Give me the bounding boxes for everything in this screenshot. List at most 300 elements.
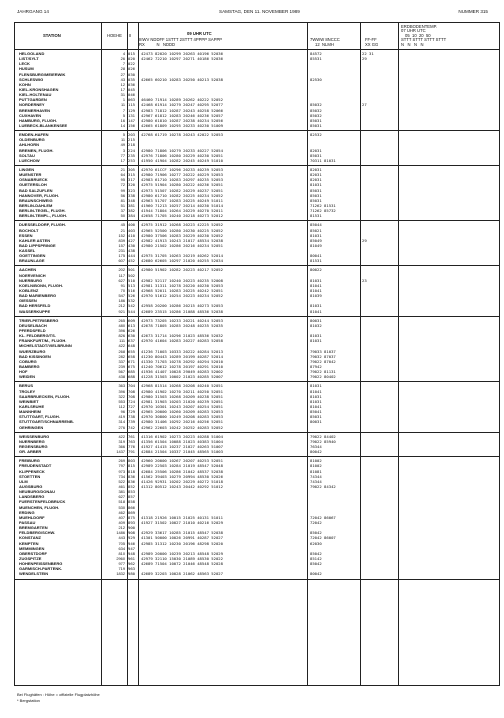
col-seven: 7WWW 8NCCC [310,37,340,42]
cloud-codes: 85042 [310,550,322,556]
station-elevation: 518 [118,499,125,505]
station-name: BAD SALZUFLEN [19,187,53,193]
station-elevation: 64 [120,172,125,178]
station-name: BERUS [19,383,34,389]
station-id: 063 [128,97,136,103]
station-name: BAD HERSFELD [19,303,51,309]
station-group [15,433,499,458]
station-id: 410 [128,232,136,238]
obs-codes: 42980 51902 10282 20223 40217 52052 [141,267,223,273]
station-name: HOHENPEISSENBERG [19,561,63,567]
obs-codes: 41316 61902 10273 20223 40288 51004 [141,433,223,439]
cloud-codes: 72042 [310,519,322,525]
cloud-codes: 84572 [310,51,322,56]
station-elevation: 31 [120,92,125,98]
cloud-codes: 85041 [310,409,322,415]
station-elevation: 45 [120,222,125,228]
obs-codes: 41356 61504 10088 21023 40383 51004 [141,438,223,444]
cloud-codes: 85031 [310,187,322,193]
cloud-codes: 70311 81031 [310,157,336,163]
cloud-codes: 81041 [310,288,322,294]
station-id: 384 [128,213,136,219]
obs-codes: 42967 61812 10283 20246 40236 52057 [141,112,223,118]
station-id: 609 [128,317,136,323]
station-id: 626 [128,328,136,334]
station-group [15,221,499,266]
station-id: 948 [128,550,136,556]
footnote-mountain: * Bergstation [17,698,40,703]
station-elevation: 37 [120,208,125,214]
station-name: LUECHOW [19,157,40,163]
cloud-codes: 81041 [310,404,322,409]
obs-codes: 42982 52117 10240 20223 40235 52008 [141,277,223,283]
station-elevation: 322 [118,393,125,399]
station-name: FREIBURG [19,458,40,464]
cloud-codes: 74344 [310,478,322,484]
station-elevation: 5 [122,112,125,118]
station-id: 729 [128,409,136,415]
station-name: HAMBURG, FLUGH. [19,117,57,123]
station-elevation: 607 [118,258,125,264]
station-name: NUERNBERG [19,438,45,444]
station-id: 035 [128,76,136,82]
station-elevation: 27 [120,71,125,77]
obs-codes: 42962 22603 10242 20252 40283 52052 [141,424,223,430]
obs-codes: 41944 71804 10264 20229 40270 52011 [141,208,223,214]
station-id: 315 [128,172,136,178]
station-name: FLENSBURG/MEIERWIK [19,71,66,77]
cloud-codes: 85032 [310,112,322,118]
station-name: MEMMINGEN [19,545,45,551]
obs-codes: 42980 41902 10270 20211 40250 52051 [141,388,223,394]
obs-codes: 41562 39403 10279 20994 48530 52026 [141,473,223,479]
station-id: 869 [128,509,136,515]
station-id: 708 [128,393,136,399]
obs-codes: 41960 71213 10257 20214 40230 51014 [141,202,223,208]
station-name: KIEL-KRONSHAGEN [19,86,59,92]
station-elevation: 973 [118,468,125,474]
station-id: 836 [128,478,136,484]
station-name: SAARBRUECKEN, FLUGH. [19,393,71,399]
station-name: WEINBIET [19,398,39,404]
station-name: COBURG [19,358,37,364]
obs-codes: 42960 20000 10267 20207 40253 52051 [141,458,223,464]
table-row [15,571,499,576]
obs-codes: 42980 31406 10292 20216 40256 52051 [141,419,223,425]
station-id: 613 [128,322,136,328]
station-name: LANDSBERG [19,494,45,500]
station-name: OSNABRUECK [19,177,48,183]
cloud-codes: 80042 [310,571,322,577]
station-id: 046 [128,92,136,98]
station-elevation: 443 [118,535,125,541]
station-name: STOETTEN [19,473,41,479]
station-elevation: 7 [122,107,125,113]
station-name: NEUBURG/DONAU [19,489,55,495]
station-name: FREUDENSTADT [19,463,52,469]
col-hoehe: HOEHE [107,33,122,38]
station-elevation: 319 [118,438,125,444]
cloud-codes: 81531 [310,213,322,219]
station-id: 908 [128,530,136,536]
station-id: 655 [128,348,136,354]
station-id: 022 [128,61,136,67]
station-id: 444 [128,253,136,259]
station-elevation: 797 [118,463,125,469]
obs-codes: 42665 60210 10283 20250 40213 52038 [141,76,223,82]
col-ii: II [129,33,132,38]
obs-codes: 42980 31503 10268 20209 40238 52051 [141,393,223,399]
station-id: 026 [128,66,136,72]
station-name: FUERSTENFELDBRUCK [19,499,66,505]
obs-codes: 42970 51612 10254 20223 40234 52052 [141,293,223,299]
station-id: 818 [128,468,136,474]
cloud-codes: 80031 [310,317,322,323]
station-elevation: 152 [118,232,125,238]
obs-codes: 42970 41604 10283 20227 40283 52058 [141,338,223,344]
wind-codes: 22 31 [362,51,374,56]
station-name: GIESSEN [19,298,37,304]
obs-codes: 42689 23515 10286 21088 48536 52038 [141,308,223,314]
cloud-codes: 85031 [310,192,322,198]
cloud-codes: 85032 [310,102,322,108]
col-station: STATION [43,33,61,38]
station-name: LUEBECK-BLANKENSEE [19,122,68,128]
station-elevation: 17 [120,157,125,163]
station-elevation: 117 [118,272,125,278]
obs-codes: 42980 61710 10282 20225 40234 52052 [141,192,223,198]
station-name: KASSEL [19,248,36,254]
station-elevation: 77 [120,152,125,158]
obs-codes: 41936 41407 10028 29049 40283 52002 [141,369,223,375]
cloud-codes: 82031 [310,172,322,178]
station-elevation: 276 [118,424,125,430]
cloud-codes: 72042 86067 [310,514,336,520]
station-name: HELGOLAND [19,51,45,56]
obs-codes: 41318 21926 10015 21025 40131 51011 [141,514,223,520]
obs-codes: 42658 71705 10240 20218 40273 52012 [141,213,223,219]
station-elevation: 17 [120,86,125,92]
station-id: 947 [128,545,136,551]
station-elevation: 396 [118,328,125,334]
station-elevation: 16 [120,117,125,123]
cloud-codes: 81031 [310,232,322,238]
station-elevation: 81 [120,197,125,203]
station-elevation: 409 [118,519,125,525]
station-name: KL. FELDBERG/TS. [19,333,56,339]
station-name: BERLIN-TEGEL, FLUGH. [19,208,66,214]
station-elevation: 157 [118,242,125,248]
station-id: 218 [128,142,136,148]
station-id: 452 [128,258,136,264]
station-elevation: 96 [120,409,125,415]
station-elevation: 634 [118,545,125,551]
station-elevation: 11 [120,102,125,108]
station-name: NORDERNEY [19,102,45,108]
obs-codes: 41927 31502 10027 21010 40216 52029 [141,519,223,525]
station-id: 147 [128,117,136,123]
station-elevation: 366 [118,443,125,449]
cloud-codes: 81031 [310,393,322,399]
station-id: 858 [128,499,136,505]
station-name: STUTTGART, FLUGH. [19,414,60,420]
station-group [15,266,499,316]
obs-codes: 42975 31912 10268 20223 42225 52052 [141,222,223,228]
cloud-codes: 81081 [310,468,322,474]
station-group [15,50,499,131]
station-id: 513 [128,282,136,288]
obs-codes: 42684 25506 10286 21042 48537 52038 [141,468,223,474]
station-elevation: 21 [120,227,125,233]
cloud-codes: 85031 [310,117,322,123]
station-id: 129 [128,107,136,113]
station-groups [15,50,499,580]
station-id: 235 [128,152,136,158]
station-name: BREMEN, FLUGH. [19,147,54,153]
station-elevation: 212 [118,303,125,309]
station-group [15,317,499,383]
station-id: 893 [128,519,136,525]
station-name: ESSEN [19,232,33,238]
table-row [15,123,499,128]
obs-codes: 42981 31311 10278 20220 40230 52053 [141,282,223,288]
cloud-codes: 82031 [310,177,322,183]
station-elevation: 111 [119,338,125,344]
station-id: 685 [128,369,136,375]
station-elevation: 826 [118,333,125,339]
station-name: ULM [19,478,28,484]
wind-codes: 27 [362,102,367,108]
footnote-airports: Bei Flughäfen : Höhe = offizielle Flugplatzhöhe [17,692,100,697]
station-id: 791 [128,449,136,455]
station-elevation: 49 [120,142,125,148]
obs-codes: 41426 92931 10202 20229 40272 51018 [141,478,223,484]
table-column-header [15,23,499,50]
station-name: WASSERKUPPE [19,308,51,314]
station-id: 761 [128,433,136,439]
station-id: 875 [128,514,136,520]
station-id: 501 [128,267,136,273]
station-id: 803 [128,458,136,464]
station-name: GR. ARBER [19,449,42,455]
obs-codes: 41228 31503 10002 21023 40285 52007 [141,374,223,380]
station-elevation: 4 [122,51,125,56]
weather-report-page [14,8,498,708]
station-id: 962 [128,561,136,567]
col-erdboden-time: 07 UHR UTC [401,28,426,33]
station-group [15,131,499,166]
obs-codes: 42976 71806 10280 20229 40230 52051 [141,152,223,158]
col-erdboden-depths: 05 10 20 50 [405,33,431,38]
station-elevation: 705 [118,540,125,546]
station-elevation: 734 [118,473,125,479]
station-elevation: 112 [118,404,125,409]
station-name: KLIPPENECK [19,468,45,474]
cloud-codes: 79022 80402 [310,374,336,380]
cloud-codes: 81002 [310,458,322,464]
table-row [15,425,499,430]
station-name: DEUSELBACH [19,322,47,328]
station-id: 532 [128,298,136,304]
station-elevation: 11 [120,137,125,143]
station-elevation: 1 [122,97,125,103]
station-elevation: 268 [118,348,125,354]
station-id: 323 [128,187,136,193]
station-elevation: 363 [118,383,125,389]
station-name: PASSAU [19,519,36,525]
cloud-codes: 87942 [310,364,322,370]
obs-codes: 41950 41904 10282 20245 40249 51010 [141,157,223,163]
cloud-codes: 79032 87037 [310,353,336,359]
wind-codes: 29 [362,56,367,62]
station-elevation: 2960 [116,555,125,561]
wind-codes: 23 [362,277,367,283]
station-elevation: 43 [120,76,125,82]
cloud-codes: 81031 [310,383,322,389]
obs-codes: 42963 51707 10283 20225 40249 51011 [141,197,223,203]
station-id: 382 [128,208,136,214]
station-elevation: 239 [118,364,125,370]
station-name: GOETTINGEN [19,253,46,259]
cloud-codes: 81031 [310,303,322,309]
station-name: OEHRINGEN [19,424,44,430]
station-name: BERLIN-TEMPL., FLUGH. [19,213,67,219]
station-id: 320 [128,182,136,188]
station-name: HOF [19,369,28,375]
station-elevation: 28 [120,66,125,72]
cloud-codes: 80022 [310,267,322,273]
station-id: 961 [128,555,136,561]
station-id: 857 [128,494,136,500]
station-name: BREMGARTEN [19,525,48,531]
station-elevation: 212 [118,525,125,531]
obs-codes: 41927 41415 10237 21027 40263 51007 [141,443,223,449]
station-group [15,382,499,432]
station-id: 852 [128,483,136,489]
station-id: 338 [128,192,136,198]
station-elevation: 530 [118,504,125,510]
station-id: 727 [128,404,136,409]
wind-codes: 29 [362,237,367,243]
station-elevation: 1832 [116,571,125,577]
station-name: FRANKFURT/M., FLUGH. [19,338,67,344]
cloud-codes: 81031 [310,338,322,344]
station-elevation: 480 [118,322,125,328]
station-elevation: 422 [118,343,125,349]
cloud-codes: 81041 [310,388,322,394]
station-name: STUTTGART/SCHNARRENB. [19,419,74,425]
station-id: 156 [128,122,136,128]
station-elevation: 461 [118,483,125,489]
obs-codes: 41301 50000 10026 20991 40287 52027 [141,535,223,541]
station-id: 776 [128,443,136,449]
obs-codes: 41312 80512 10243 20442 40292 51012 [141,483,223,489]
station-id: 671 [128,358,136,364]
station-id: 708 [128,388,136,394]
station-elevation: 422 [118,433,125,439]
cloud-codes: 85044 [310,222,322,228]
station-id: 030 [128,71,136,77]
station-name: OLDENBURG [19,137,45,143]
obs-codes: 42970 61CCF 10296 20233 40239 52053 [141,166,223,172]
station-group [15,166,499,221]
station-id: 224 [128,147,136,153]
station-name: BRAUNLAGE [19,258,45,264]
station-id: 115 [128,102,136,108]
obs-codes: 42979 32110 15030 21089 48530 52022 [141,555,223,561]
station-elevation: 50 [120,213,125,219]
table-row [15,374,499,379]
col-codes-sub: RX N NDDD [139,42,176,47]
cloud-codes: 76344 [310,443,322,449]
station-name: KAHLER ASTEN [19,237,51,243]
station-id: 688 [128,374,136,380]
station-id: 836 [128,473,136,479]
obs-codes: 41230 80443 10289 20199 40287 52014 [141,353,223,359]
station-elevation: 438 [118,374,125,380]
station-id: 203 [128,132,136,138]
station-name: DUESSELDORF, FLUGH. [19,222,66,228]
station-name: PFERDSFELD [19,328,46,334]
station-id: 427 [128,237,136,243]
station-id: 980 [128,571,136,577]
station-id: 946 [128,540,136,546]
cloud-codes: 79022 85940 [310,438,336,444]
station-id: 866 [128,504,136,510]
station-elevation: 51 [120,202,125,208]
cloud-codes: 74344 [310,473,322,479]
station-name: TRIER-PETRISBERG [19,317,59,323]
cloud-codes: 80042 [310,449,322,455]
obs-codes: 42989 22503 10284 21019 48547 52048 [141,463,223,469]
station-name: BAD MARIENBERG [19,293,57,299]
station-name: TROLEY [19,388,36,394]
station-id: 900 [128,525,136,531]
cloud-codes: 79022 81131 [310,369,336,375]
col-utc: 09 UHR UTC [187,31,212,36]
station-id: 348 [128,197,136,203]
station-id: 738 [128,414,136,420]
station-elevation: 921 [118,308,125,314]
station-id: 516 [128,288,136,294]
obs-codes: 42980 21502 10286 20216 40234 52051 [141,242,223,248]
obs-codes: 42768 61719 10278 20243 42022 52053 [141,132,223,138]
station-id: 020 [128,56,136,62]
station-name: KOHN [19,81,31,87]
station-elevation: 265 [118,317,125,323]
station-id: 739 [128,419,136,425]
cloud-codes: 81031 [310,182,322,188]
station-name: HANNOVER, FLUGH. [19,192,59,198]
station-id: 544 [128,308,136,314]
col-erdboden-sttt: STTT STTT STTT STTT [401,37,447,42]
cloud-codes: 85031 [310,152,322,158]
station-name: MUEHLDORF [19,514,45,520]
obs-codes: 42970 10301 10243 20207 40254 52051 [141,404,223,409]
station-elevation: 282 [118,353,125,359]
cloud-codes: 79022 87042 [310,358,336,364]
cloud-codes: 79022 84342 [310,483,336,489]
station-elevation: 1486 [116,530,125,536]
station-id: 763 [128,438,136,444]
cloud-codes: 85049 [310,237,322,243]
cloud-codes: 82532 [310,132,322,138]
cloud-codes: 82031 [310,166,322,172]
issue-number: NUMMER 315 [458,9,488,14]
obs-codes: 42982 41913 10243 21017 48534 52038 [141,237,223,243]
station-id: 131 [128,112,136,118]
station-name: EMDEN-HAFEN [19,132,49,138]
